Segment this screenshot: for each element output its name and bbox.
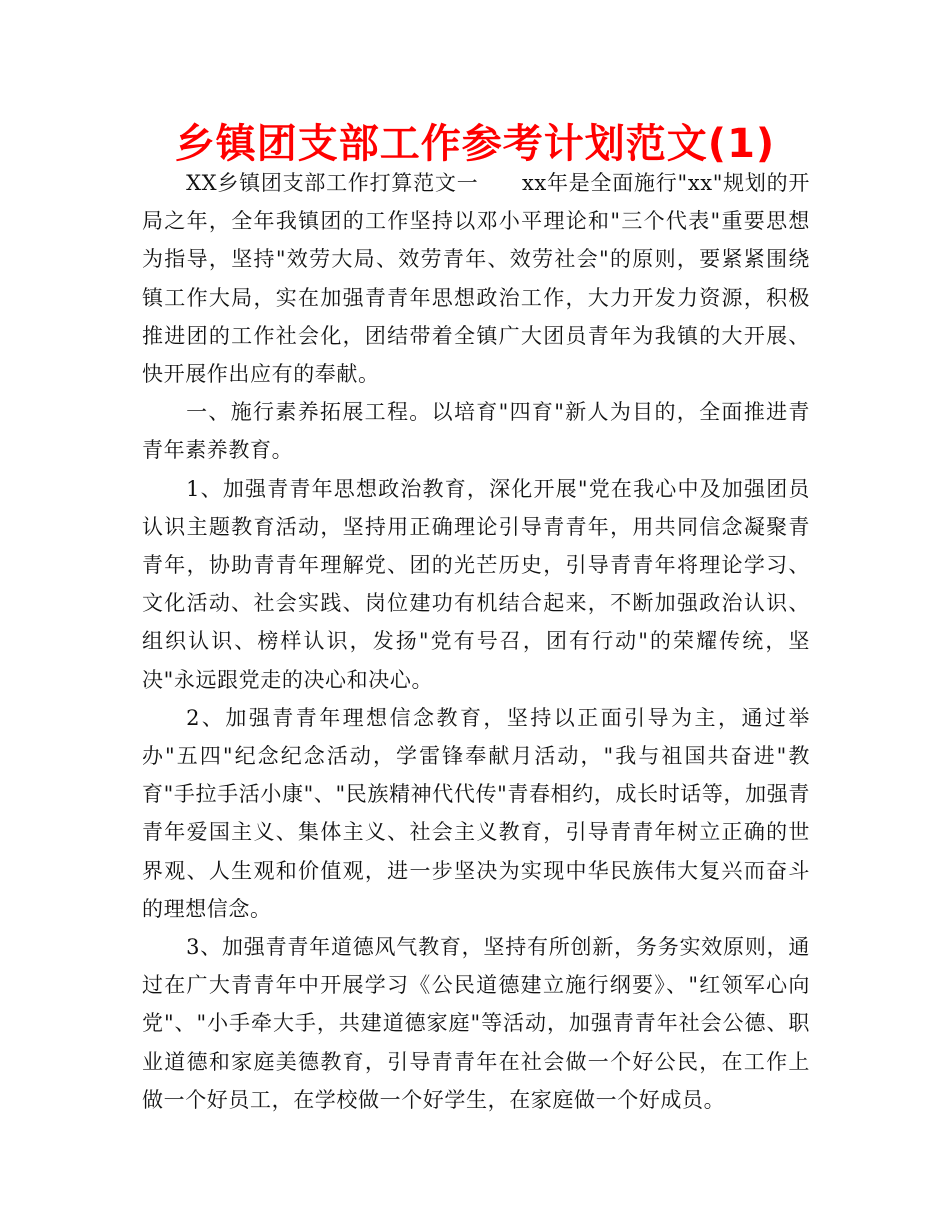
- paragraph-item-1: 1、加强青青年思想政治教育，深化开展"党在我心中及加强团员认识主题教育活动，坚持用正确理论引导青青年，用共同信念凝聚青青年，协助青青年理解党、团的光芒历史，引导青青年将理论学习、文化活动、社会实践、岗位建功有机结合起来，不断加强政治认识、组织认识、榜样认识，发扬"党有号召，团有行动"的荣耀传统，坚决"永远跟党走的决心和决心。: [142, 476, 810, 692]
- paragraph-item-2: 2、加强青青年理想信念教育，坚持以正面引导为主，通过举办"五四"纪念纪念活动，学雷锋奉献月活动，"我与祖国共奋进"教育"手拉手活小康"、"民族精神代代传"青春相约，成长时话等，加强青青年爱国主义、集体主义、社会主义教育，引导青青年树立正确的世界观、人生观和价值观，进一步坚决为实现中华民族伟大复兴而奋斗的理想信念。: [142, 705, 810, 921]
- paragraph-item-3: 3、加强青青年道德风气教育，坚持有所创新，务务实效原则，通过在广大青青年中开展学习《公民道德建立施行纲要》、"红领军心向党"、"小手牵大手，共建道德家庭"等活动，加强青青年社会公德、职业道德和家庭美德教育，引导青青年在社会做一个好公民，在工作上做一个好员工，在学校做一个好学生，在家庭做一个好成员。: [142, 935, 810, 1112]
- paragraph-intro: XX乡镇团支部工作打算范文一 xx年是全面施行"xx"规划的开局之年，全年我镇团的工作坚持以邓小平理论和"三个代表"重要思想为指导，坚持"效劳大局、效劳青年、效劳社会"的原则，要紧紧围绕镇工作大局，实在加强青青年思想政治工作，大力开发力资源，积极推进团的工作社会化，团结带着全镇广大团员青年为我镇的大开展、快开展作出应有的奉献。: [142, 171, 810, 387]
- document-title: 乡镇团支部工作参考计划范文(1): [174, 121, 776, 167]
- document-body: [142, 164, 810, 1119]
- paragraph-section-1: 一、施行素养拓展工程。以培育"四育"新人为目的，全面推进青青年素养教育。: [142, 400, 810, 463]
